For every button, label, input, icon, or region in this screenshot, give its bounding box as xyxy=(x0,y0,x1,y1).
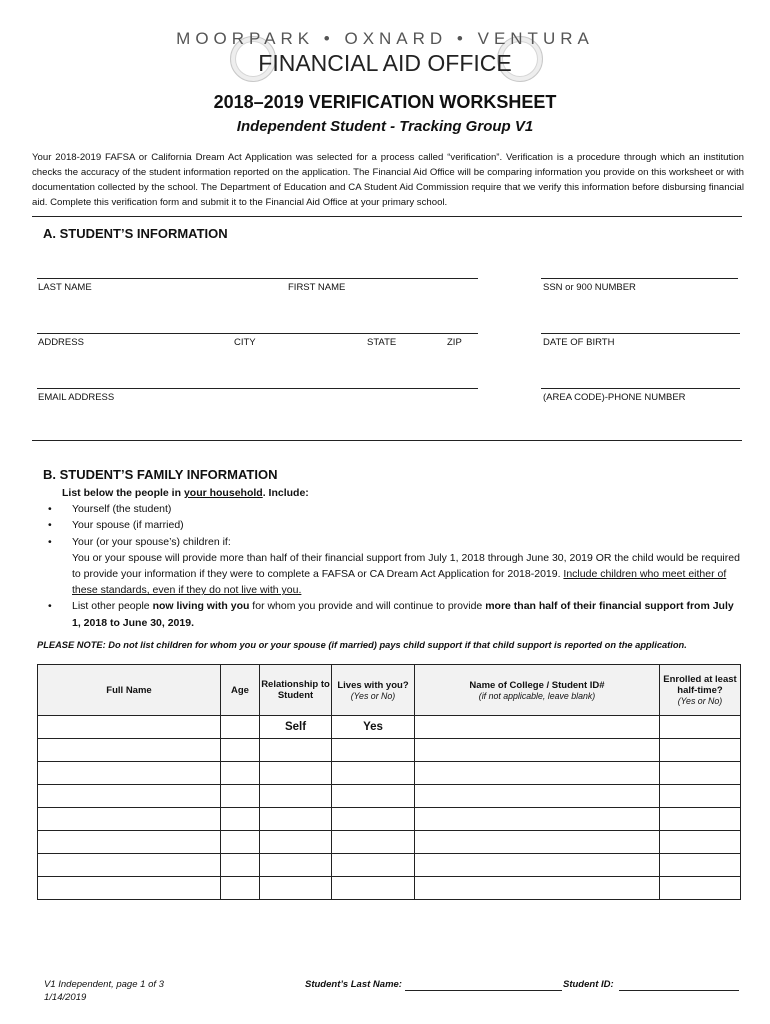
cell-lives-with: Yes xyxy=(332,716,415,739)
table-row xyxy=(38,877,741,900)
ssn-field-line[interactable] xyxy=(541,278,738,279)
cell-enrolled[interactable] xyxy=(660,831,741,854)
last-name-label: LAST NAME xyxy=(38,282,92,293)
cell-age[interactable] xyxy=(221,831,260,854)
cell-relationship[interactable] xyxy=(260,854,332,877)
cell-lives-with[interactable] xyxy=(332,877,415,900)
cell-college[interactable] xyxy=(415,762,660,785)
cell-age[interactable] xyxy=(221,854,260,877)
cell-enrolled[interactable] xyxy=(660,854,741,877)
cell-name[interactable] xyxy=(38,877,221,900)
household-table xyxy=(37,664,741,900)
list-item: • Your spouse (if married) xyxy=(48,519,184,532)
cell-name[interactable] xyxy=(38,831,221,854)
table-row xyxy=(38,716,741,739)
table-row xyxy=(38,762,741,785)
cell-relationship[interactable] xyxy=(260,808,332,831)
table-row xyxy=(38,739,741,762)
cell-name[interactable] xyxy=(38,785,221,808)
cell-enrolled[interactable] xyxy=(660,808,741,831)
divider-middle xyxy=(32,440,742,441)
cell-lives-with[interactable] xyxy=(332,785,415,808)
list-item-detail: You or your spouse will provide more than half of their financial support from July 1, 2018 through June 30, 2019 OR the child would be required to provide your information if they were to complete a FAFSA or CA Dream Act Application for 2018-2019. Include children who meet either of these standards, even if they do not live with you. xyxy=(72,551,740,597)
cell-relationship[interactable] xyxy=(260,739,332,762)
email-field-line[interactable] xyxy=(37,388,478,389)
cell-college[interactable] xyxy=(415,854,660,877)
cell-age[interactable] xyxy=(221,739,260,762)
cell-age[interactable] xyxy=(221,785,260,808)
section-a-heading: A. STUDENT’S INFORMATION xyxy=(43,226,228,241)
state-label: STATE xyxy=(367,337,397,348)
cell-college[interactable] xyxy=(415,739,660,762)
household-instructions xyxy=(36,485,742,631)
cell-college[interactable] xyxy=(415,808,660,831)
office-name: FINANCIAL AID OFFICE xyxy=(258,50,512,76)
list-item: • List other people now living with you for whom you provide and will continue to provide more than half of their financial support from July 1, 2018 to June 30, 2019. xyxy=(48,600,734,629)
cell-enrolled[interactable] xyxy=(660,739,741,762)
footer-student-id-label: Student ID: xyxy=(563,979,614,990)
cell-college[interactable] xyxy=(415,785,660,808)
table-row xyxy=(38,785,741,808)
cell-college[interactable] xyxy=(415,716,660,739)
please-note: PLEASE NOTE: Do not list children for whom you or your spouse (if married) pays child support if that child support is reported on the application. xyxy=(37,640,687,650)
cell-relationship[interactable] xyxy=(260,877,332,900)
ssn-label: SSN or 900 NUMBER xyxy=(543,282,636,293)
cell-name[interactable] xyxy=(38,739,221,762)
divider-top xyxy=(32,216,742,217)
cell-name[interactable] xyxy=(38,716,221,739)
list-item: • Yourself (the student) xyxy=(48,503,172,516)
section-b-heading: B. STUDENT’S FAMILY INFORMATION xyxy=(43,467,278,482)
dob-field-line[interactable] xyxy=(541,333,740,334)
cell-lives-with[interactable] xyxy=(332,808,415,831)
cell-lives-with[interactable] xyxy=(332,739,415,762)
cell-age[interactable] xyxy=(221,762,260,785)
cell-enrolled[interactable] xyxy=(660,785,741,808)
address-label: ADDRESS xyxy=(38,337,84,348)
cell-relationship[interactable] xyxy=(260,831,332,854)
phone-label: (AREA CODE)-PHONE NUMBER xyxy=(543,392,686,403)
address-field-line[interactable] xyxy=(37,333,478,334)
footer-student-id-line[interactable] xyxy=(619,990,739,991)
cell-lives-with[interactable] xyxy=(332,854,415,877)
col-relationship: Relationship to Student xyxy=(260,665,332,716)
footer-page-info: V1 Independent, page 1 of 3 xyxy=(44,979,164,990)
cell-name[interactable] xyxy=(38,762,221,785)
first-name-label: FIRST NAME xyxy=(288,282,346,293)
footer-last-name-label: Student’s Last Name: xyxy=(305,979,402,990)
campus-names: MOORPARK • OXNARD • VENTURA xyxy=(176,29,594,48)
cell-age[interactable] xyxy=(221,808,260,831)
cell-relationship[interactable] xyxy=(260,785,332,808)
table-header-row xyxy=(38,665,741,716)
cell-college[interactable] xyxy=(415,877,660,900)
cell-enrolled[interactable] xyxy=(660,762,741,785)
col-lives-with: Lives with you? (Yes or No) xyxy=(332,665,415,716)
col-college: Name of College / Student ID# (if not applicable, leave blank) xyxy=(415,665,660,716)
dob-label: DATE OF BIRTH xyxy=(543,337,615,348)
cell-relationship: Self xyxy=(260,716,332,739)
page-title: 2018–2019 VERIFICATION WORKSHEET xyxy=(213,92,557,112)
table-row xyxy=(38,831,741,854)
footer-last-name-line[interactable] xyxy=(405,990,562,991)
name-field-line[interactable] xyxy=(37,278,478,279)
cell-age[interactable] xyxy=(221,877,260,900)
cell-college[interactable] xyxy=(415,831,660,854)
cell-name[interactable] xyxy=(38,854,221,877)
intro-paragraph: Your 2018-2019 FAFSA or California Dream Act Application was selected for a process called “verification”. Verification is a procedure through which an institution checks the accuracy of the student information reported on the application. The Financial Aid Office will be comparing information you provide on this worksheet or with documentation collected by the school. The Department of Education and CA Student Aid Commission require that we verify this information before disbursing financial aid. Complete this verification form and submit it to the Financial Aid Office at your primary school. xyxy=(32,152,744,208)
cell-enrolled[interactable] xyxy=(660,716,741,739)
cell-relationship[interactable] xyxy=(260,762,332,785)
email-label: EMAIL ADDRESS xyxy=(38,392,115,403)
cell-lives-with[interactable] xyxy=(332,762,415,785)
footer-date: 1/14/2019 xyxy=(44,992,87,1003)
phone-field-line[interactable] xyxy=(541,388,740,389)
cell-age[interactable] xyxy=(221,716,260,739)
cell-name[interactable] xyxy=(38,808,221,831)
city-label: CITY xyxy=(234,337,256,348)
page-subtitle: Independent Student - Tracking Group V1 xyxy=(236,118,534,135)
list-item: • Your (or your spouse’s) children if: xyxy=(48,535,231,548)
cell-lives-with[interactable] xyxy=(332,831,415,854)
household-lead: List below the people in your household. Include: xyxy=(62,487,309,499)
col-enrolled: Enrolled at least half-time? (Yes or No) xyxy=(660,665,741,716)
zip-label: ZIP xyxy=(447,337,462,348)
table-row xyxy=(38,854,741,877)
cell-enrolled[interactable] xyxy=(660,877,741,900)
table-row xyxy=(38,808,741,831)
col-full-name: Full Name xyxy=(38,665,221,716)
col-age: Age xyxy=(221,665,260,716)
